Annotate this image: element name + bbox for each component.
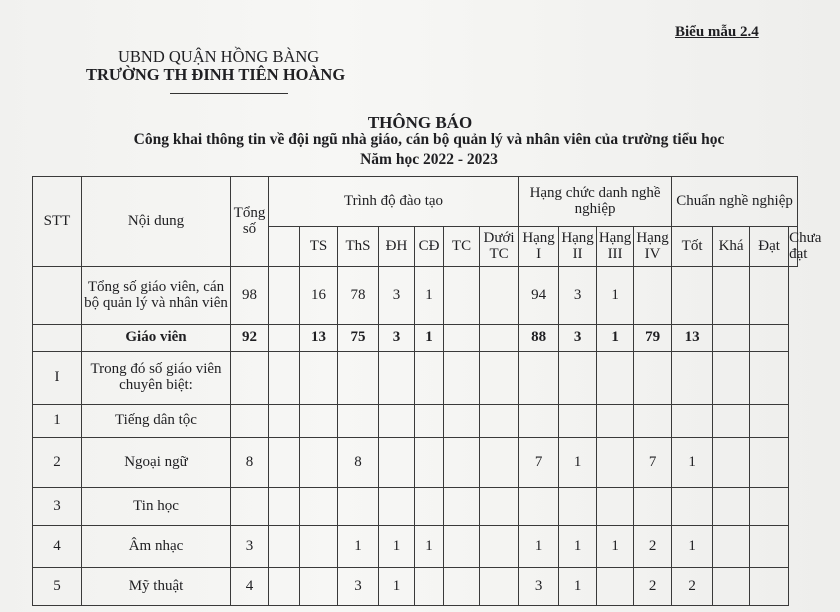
cell-kha	[672, 267, 713, 325]
cell-ths	[300, 438, 338, 488]
cell-tc: 1	[415, 267, 444, 325]
cell-dat	[713, 352, 750, 405]
header-hang-3: Hạng III	[597, 227, 634, 267]
cell-chua-dat	[750, 352, 789, 405]
cell-cd	[379, 488, 415, 526]
cell-tot	[634, 267, 672, 325]
cell-h3: 1	[559, 526, 597, 568]
header-duoi-tc: Dưới TC	[480, 227, 519, 267]
cell-h2: 3	[519, 568, 559, 606]
cell-h4	[597, 568, 634, 606]
cell-ths: 16	[300, 267, 338, 325]
cell-h4	[597, 488, 634, 526]
header-hang-1: Hạng I	[519, 227, 559, 267]
cell-chua-dat	[750, 488, 789, 526]
table-row	[33, 488, 798, 526]
cell-tong	[231, 488, 269, 526]
cell-tc	[415, 352, 444, 405]
cell-ths	[300, 568, 338, 606]
cell-h4: 1	[597, 526, 634, 568]
cell-h3: 1	[559, 568, 597, 606]
cell-cd: 1	[379, 526, 415, 568]
cell-h2	[519, 352, 559, 405]
cell-chua-dat	[750, 405, 789, 438]
cell-kha: 1	[672, 438, 713, 488]
cell-h4	[597, 352, 634, 405]
cell-tot	[634, 352, 672, 405]
cell-ts	[269, 405, 300, 438]
cell-noi-dung: Âm nhạc	[82, 526, 231, 568]
cell-h1	[480, 568, 519, 606]
cell-stt: 2	[33, 438, 82, 488]
cell-dh	[338, 488, 379, 526]
cell-h4: 1	[597, 267, 634, 325]
cell-tot: 2	[634, 568, 672, 606]
cell-chua-dat	[750, 526, 789, 568]
cell-tc: 1	[415, 325, 444, 352]
cell-tong: 98	[231, 267, 269, 325]
cell-tot	[634, 488, 672, 526]
cell-h4	[597, 438, 634, 488]
cell-dat	[713, 405, 750, 438]
header-divider	[170, 93, 288, 94]
cell-ts	[269, 438, 300, 488]
cell-dh	[338, 405, 379, 438]
table-row	[33, 526, 798, 568]
cell-dat	[713, 568, 750, 606]
cell-h2	[519, 405, 559, 438]
cell-h3	[559, 352, 597, 405]
cell-h1	[480, 405, 519, 438]
cell-kha	[672, 352, 713, 405]
cell-tc	[415, 438, 444, 488]
cell-h1	[480, 488, 519, 526]
cell-cd: 1	[379, 568, 415, 606]
cell-tot: 7	[634, 438, 672, 488]
cell-duoi-tc	[444, 438, 480, 488]
cell-tong: 3	[231, 526, 269, 568]
cell-stt: I	[33, 352, 82, 405]
cell-ths	[300, 488, 338, 526]
header-hang-chuc-danh: Hạng chức danh nghề nghiệp	[519, 177, 672, 227]
cell-duoi-tc	[444, 325, 480, 352]
cell-h1	[480, 325, 519, 352]
cell-dh: 8	[338, 438, 379, 488]
cell-ts	[269, 526, 300, 568]
cell-dat	[713, 488, 750, 526]
cell-h2: 1	[519, 526, 559, 568]
cell-h2	[519, 488, 559, 526]
school-name: TRƯỜNG TH ĐINH TIÊN HOÀNG	[86, 65, 346, 84]
cell-tc: 1	[415, 526, 444, 568]
staff-table	[32, 176, 822, 606]
cell-stt	[33, 325, 82, 352]
cell-tot: 79	[634, 325, 672, 352]
cell-chua-dat	[750, 438, 789, 488]
cell-duoi-tc	[444, 405, 480, 438]
cell-stt: 3	[33, 488, 82, 526]
cell-tot	[634, 405, 672, 438]
cell-kha	[672, 405, 713, 438]
header-dat: Đạt	[750, 227, 789, 267]
header-noi-dung: Nội dung	[82, 177, 231, 267]
header-stt: STT	[33, 177, 82, 267]
cell-dat	[713, 438, 750, 488]
cell-tc	[415, 405, 444, 438]
cell-dh: 1	[338, 526, 379, 568]
cell-ths	[300, 526, 338, 568]
header-cd: CĐ	[415, 227, 444, 267]
cell-h2: 88	[519, 325, 559, 352]
cell-noi-dung: Trong đó số giáo viên chuyên biệt:	[82, 352, 231, 405]
cell-tong: 4	[231, 568, 269, 606]
cell-dh: 75	[338, 325, 379, 352]
cell-chua-dat	[750, 568, 789, 606]
header-ts: TS	[300, 227, 338, 267]
cell-dat	[713, 325, 750, 352]
cell-tot: 2	[634, 526, 672, 568]
cell-stt: 4	[33, 526, 82, 568]
table-row	[33, 325, 798, 352]
cell-stt	[33, 267, 82, 325]
cell-h4: 1	[597, 325, 634, 352]
cell-tong: 8	[231, 438, 269, 488]
cell-cd: 3	[379, 267, 415, 325]
cell-tc	[415, 568, 444, 606]
header-dh: ĐH	[379, 227, 415, 267]
cell-duoi-tc	[444, 488, 480, 526]
cell-dat	[713, 267, 750, 325]
cell-tong	[231, 405, 269, 438]
cell-duoi-tc	[444, 352, 480, 405]
cell-ths	[300, 405, 338, 438]
header-tong-so: Tổng số	[231, 177, 269, 267]
cell-ts	[269, 325, 300, 352]
cell-cd: 3	[379, 325, 415, 352]
cell-tc	[415, 488, 444, 526]
form-code: Biểu mẫu 2.4	[675, 24, 759, 40]
header-tc: TC	[444, 227, 480, 267]
header-hang-2: Hạng II	[559, 227, 597, 267]
cell-stt: 1	[33, 405, 82, 438]
cell-cd	[379, 405, 415, 438]
cell-h1	[480, 438, 519, 488]
header-sub	[269, 227, 300, 267]
cell-h3: 1	[559, 438, 597, 488]
cell-ths: 13	[300, 325, 338, 352]
cell-dh: 78	[338, 267, 379, 325]
cell-tong: 92	[231, 325, 269, 352]
cell-noi-dung: Tổng số giáo viên, cán bộ quản lý và nhân viên	[82, 267, 231, 325]
authority-name: UBND QUẬN HỒNG BÀNG	[118, 47, 320, 66]
cell-kha: 13	[672, 325, 713, 352]
table-row	[33, 405, 798, 438]
cell-tong	[231, 352, 269, 405]
cell-h1	[480, 526, 519, 568]
cell-noi-dung: Ngoại ngữ	[82, 438, 231, 488]
cell-dat	[713, 526, 750, 568]
cell-ts	[269, 352, 300, 405]
header-kha: Khá	[713, 227, 750, 267]
document-subtitle: Công khai thông tin về đội ngũ nhà giáo, cán bộ quản lý và nhân viên của trường tiểu học	[133, 131, 725, 148]
cell-h3	[559, 488, 597, 526]
header-hang-4: Hạng IV	[634, 227, 672, 267]
cell-ts	[269, 267, 300, 325]
cell-noi-dung: Mỹ thuật	[82, 568, 231, 606]
cell-chua-dat	[750, 325, 789, 352]
cell-h4	[597, 405, 634, 438]
table-row	[33, 267, 798, 325]
cell-dh: 3	[338, 568, 379, 606]
cell-duoi-tc	[444, 526, 480, 568]
cell-cd	[379, 352, 415, 405]
cell-kha: 1	[672, 526, 713, 568]
cell-h2: 7	[519, 438, 559, 488]
cell-noi-dung: Tin học	[82, 488, 231, 526]
table-row	[33, 568, 798, 606]
cell-h3	[559, 405, 597, 438]
cell-stt: 5	[33, 568, 82, 606]
header-chua-dat: Chưa đạt	[789, 227, 798, 267]
cell-h3: 3	[559, 267, 597, 325]
header-tot: Tốt	[672, 227, 713, 267]
header-trinh-do: Trình độ đào tạo	[269, 177, 519, 227]
cell-duoi-tc	[444, 267, 480, 325]
cell-kha: 2	[672, 568, 713, 606]
cell-duoi-tc	[444, 568, 480, 606]
table-row	[33, 438, 798, 488]
cell-ts	[269, 568, 300, 606]
cell-ths	[300, 352, 338, 405]
cell-noi-dung: Giáo viên	[82, 325, 231, 352]
cell-kha	[672, 488, 713, 526]
cell-ts	[269, 488, 300, 526]
cell-h3: 3	[559, 325, 597, 352]
cell-cd	[379, 438, 415, 488]
header-chuan: Chuẩn nghề nghiệp	[672, 177, 798, 227]
cell-h2: 94	[519, 267, 559, 325]
cell-chua-dat	[750, 267, 789, 325]
school-year: Năm học 2022 - 2023	[360, 151, 498, 168]
cell-noi-dung: Tiếng dân tộc	[82, 405, 231, 438]
cell-dh	[338, 352, 379, 405]
cell-h1	[480, 267, 519, 325]
table-row	[33, 352, 798, 405]
header-ths: ThS	[338, 227, 379, 267]
cell-h1	[480, 352, 519, 405]
document-title: THÔNG BÁO	[367, 113, 473, 132]
